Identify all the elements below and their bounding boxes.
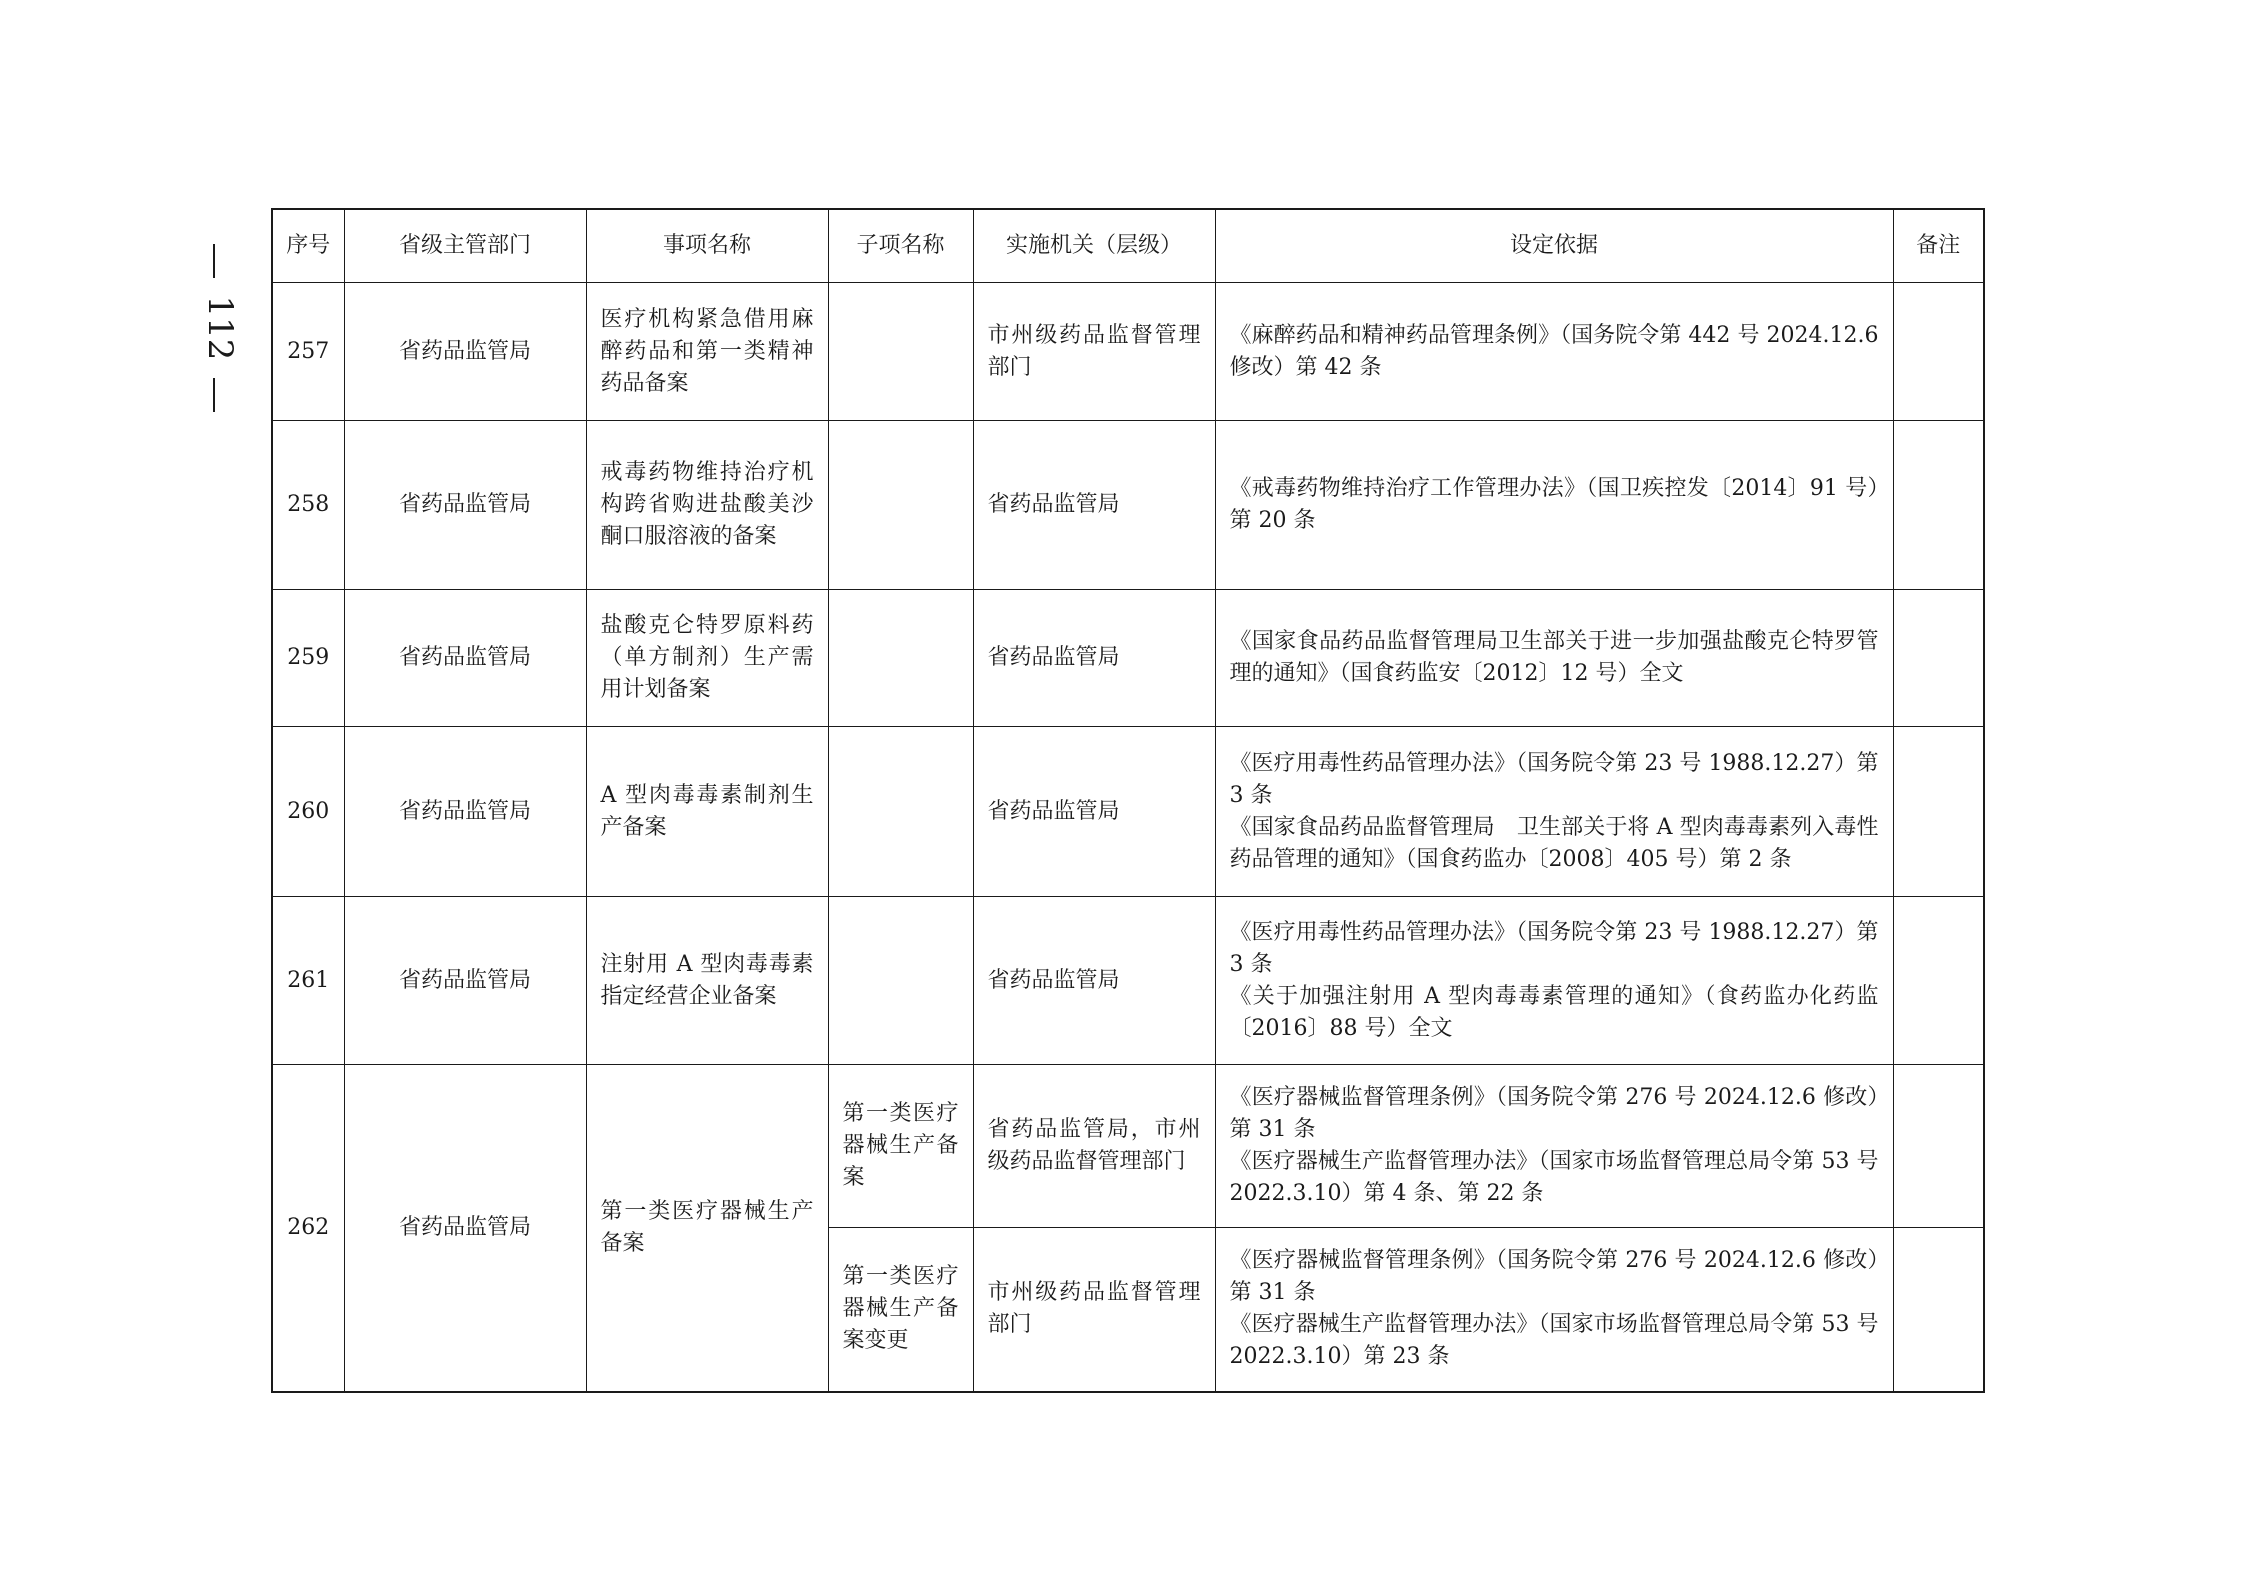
basis-cell [1215,727,1893,897]
dept-cell: 省药品监管局 [344,283,586,421]
agency-cell: 省药品监管局 [973,727,1215,897]
row-number: 259 [272,590,344,727]
note-cell [1893,590,1984,727]
note-cell [1893,1228,1984,1392]
dept-cell: 省药品监管局 [344,421,586,590]
sub-cell [828,897,973,1065]
header-cell: 序号 [272,209,344,283]
header-cell: 实施机关（层级） [973,209,1215,283]
table-row [272,283,1984,421]
item-cell: 注射用 A 型肉毒毒素指定经营企业备案 [586,897,828,1065]
header-cell: 省级主管部门 [344,209,586,283]
basis-line: 《关于加强注射用 A 型肉毒毒素管理的通知》（食药监办化药监〔2016〕88 号）全文 [1229,983,1879,1041]
item-cell: 戒毒药物维持治疗机构跨省购进盐酸美沙酮口服溶液的备案 [586,421,828,590]
basis-cell [1215,283,1893,421]
basis-line: 《医疗器械生产监督管理办法》（国家市场监督管理总局令第 53 号 2022.3.10）第 4 条、第 22 条 [1229,1149,1879,1206]
table-row [272,590,1984,727]
note-cell [1893,421,1984,590]
page-number-dash-top [213,244,215,278]
row-number: 257 [272,283,344,421]
page-number [200,244,240,414]
basis-line: 《医疗用毒性药品管理办法》（国务院令第 23 号 1988.12.27）第 3 条 [1229,750,1879,808]
page-number-dash-bottom [213,378,215,412]
sub-cell [828,590,973,727]
header-cell: 事项名称 [586,209,828,283]
item-cell: 盐酸克仑特罗原料药（单方制剂）生产需用计划备案 [586,590,828,727]
table-row [272,727,1984,897]
dept-cell: 省药品监管局 [344,590,586,727]
agency-cell: 省药品监管局，市州级药品监督管理部门 [973,1065,1215,1228]
dept-cell: 省药品监管局 [344,897,586,1065]
item-cell: 医疗机构紧急借用麻醉药品和第一类精神药品备案 [586,283,828,421]
row-number: 262 [272,1065,344,1392]
item-cell: A 型肉毒毒素制剂生产备案 [586,727,828,897]
basis-cell [1215,1065,1893,1228]
basis-cell [1215,421,1893,590]
basis-cell [1215,590,1893,727]
page-number-text: 112 [200,295,240,361]
sub-cell [828,727,973,897]
item-cell: 第一类医疗器械生产备案 [586,1065,828,1392]
table-row [272,421,1984,590]
row-number: 260 [272,727,344,897]
basis-line: 《麻醉药品和精神药品管理条例》（国务院令第 442 号 2024.12.6 修改）第 42 条 [1229,322,1879,380]
note-cell [1893,1065,1984,1228]
basis-cell [1215,1228,1893,1392]
agency-cell: 省药品监管局 [973,897,1215,1065]
basis-line: 《医疗器械监督管理条例》（国务院令第 276 号 2024.12.6 修改）第 31 条 [1229,1248,1879,1306]
header-cell: 备注 [1893,209,1984,283]
row-number: 258 [272,421,344,590]
basis-line: 《国家食品药品监督管理局 卫生部关于将 A 型肉毒毒素列入毒性药品管理的通知》（国食药监办〔2008〕405 号）第 2 条 [1229,814,1879,872]
agency-cell: 省药品监管局 [973,421,1215,590]
agency-cell: 市州级药品监督管理部门 [973,283,1215,421]
header-cell: 设定依据 [1215,209,1893,283]
agency-cell: 省药品监管局 [973,590,1215,727]
table-row [272,1065,1984,1228]
table-header-row [272,209,1984,283]
dept-cell: 省药品监管局 [344,727,586,897]
dept-cell: 省药品监管局 [344,1065,586,1392]
registration-table [271,208,1985,1393]
table-row [272,897,1984,1065]
agency-cell: 市州级药品监督管理部门 [973,1228,1215,1392]
basis-line: 《医疗器械监督管理条例》（国务院令第 276 号 2024.12.6 修改）第 31 条 [1229,1085,1879,1142]
basis-line: 《国家食品药品监督管理局卫生部关于进一步加强盐酸克仑特罗管理的通知》（国食药监安〔2012〕12 号）全文 [1229,629,1879,686]
note-cell [1893,727,1984,897]
sub-cell: 第一类医疗器械生产备案 [828,1065,973,1228]
basis-line: 《医疗用毒性药品管理办法》（国务院令第 23 号 1988.12.27）第 3 条 [1229,919,1879,977]
basis-cell [1215,897,1893,1065]
sub-cell [828,421,973,590]
sub-cell: 第一类医疗器械生产备案变更 [828,1228,973,1392]
row-number: 261 [272,897,344,1065]
sub-cell [828,283,973,421]
basis-line: 《戒毒药物维持治疗工作管理办法》（国卫疾控发〔2014〕91 号）第 20 条 [1229,476,1879,533]
header-cell: 子项名称 [828,209,973,283]
note-cell [1893,283,1984,421]
basis-line: 《医疗器械生产监督管理办法》（国家市场监督管理总局令第 53 号 2022.3.10）第 23 条 [1229,1312,1879,1370]
note-cell [1893,897,1984,1065]
